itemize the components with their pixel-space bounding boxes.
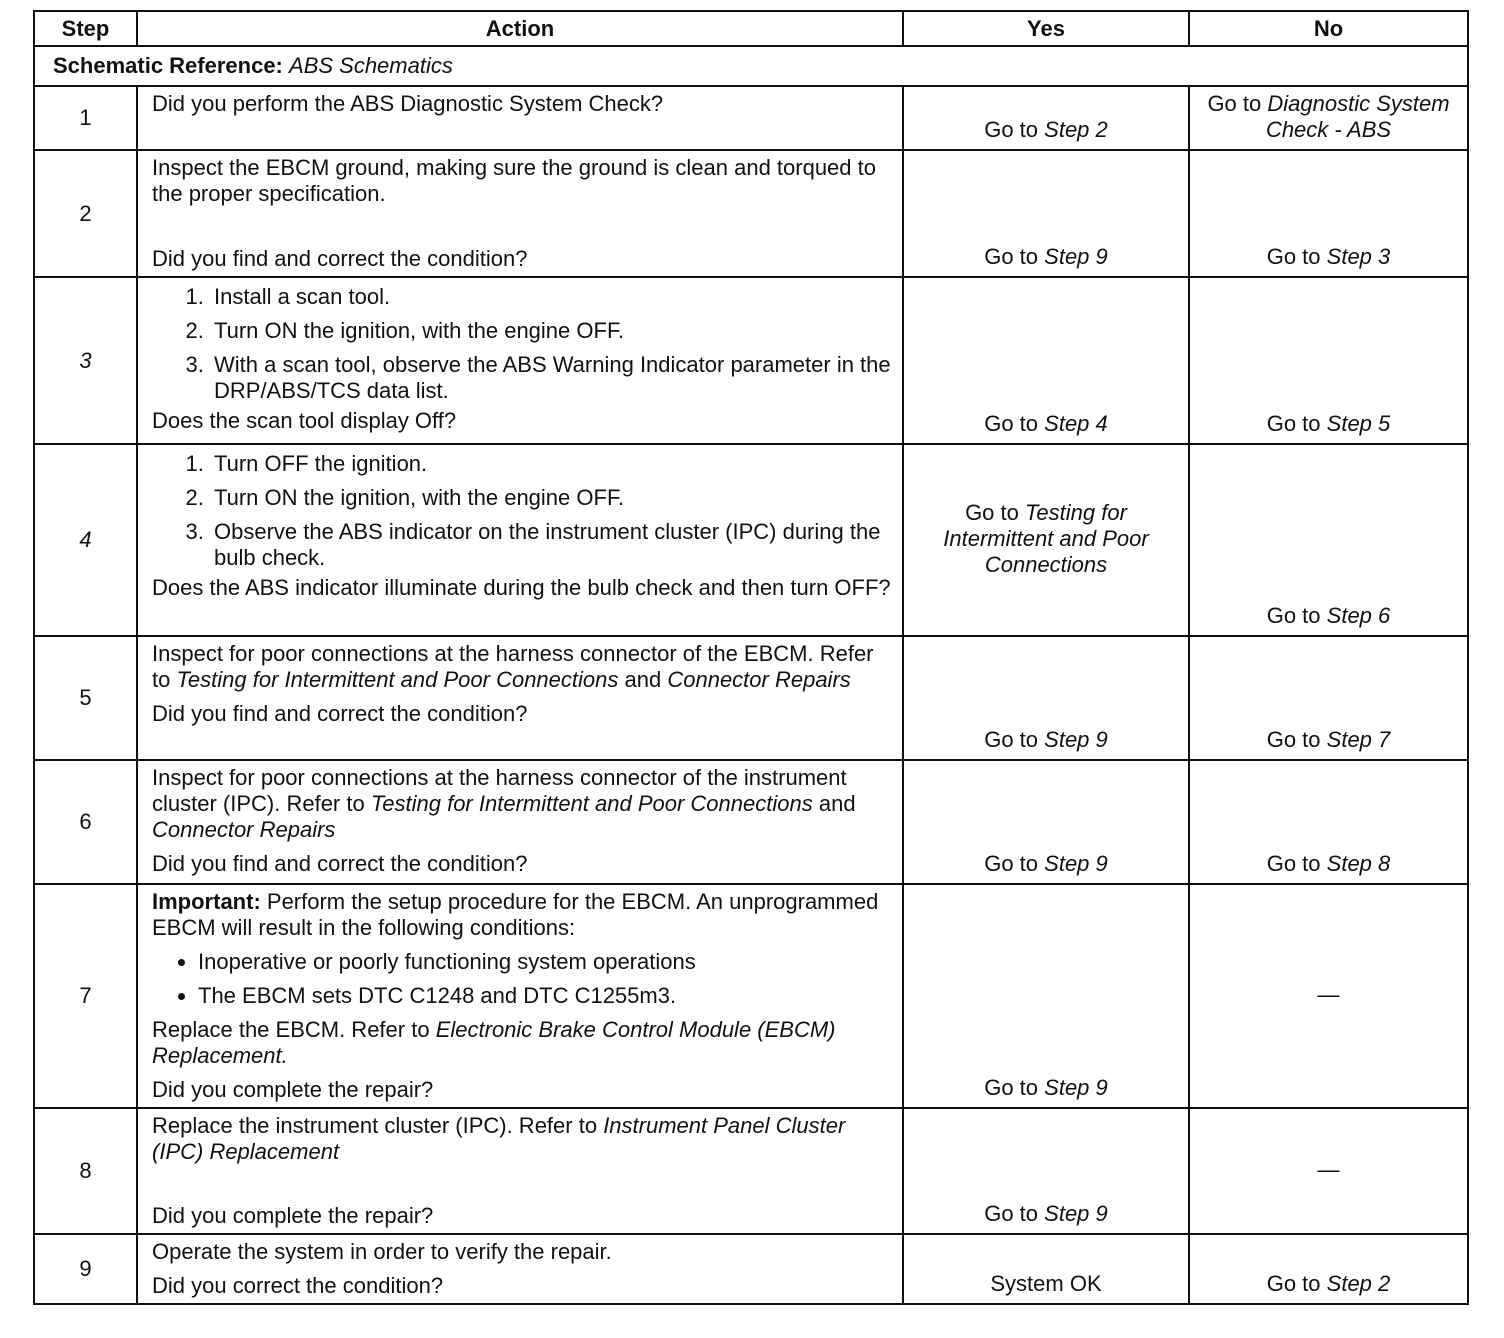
list-item: 2. Turn ON the ignition, with the engine OFF. bbox=[210, 485, 892, 511]
testing-intermittent-link[interactable]: Testing for Intermittent and Poor Connections bbox=[370, 791, 813, 816]
list-item: • Inoperative or poorly functioning system operations bbox=[198, 949, 892, 975]
goto-prefix: Go to bbox=[984, 1075, 1039, 1100]
step-link[interactable]: Step 9 bbox=[1044, 1201, 1108, 1226]
connector-repairs-link[interactable]: Connector Repairs bbox=[152, 817, 336, 842]
step-link[interactable]: Step 9 bbox=[1044, 851, 1108, 876]
instruction-text: Inspect the EBCM ground, making sure the ground is clean and torqued to the proper specification. bbox=[152, 155, 876, 206]
header-step: Step bbox=[34, 11, 137, 46]
list-item: 1. Turn OFF the ignition. bbox=[210, 451, 892, 477]
list-item: 3. Observe the ABS indicator on the instrument cluster (IPC) during the bulb check. bbox=[210, 519, 892, 571]
procedure-list bbox=[152, 284, 892, 404]
instruction-body: Replace the instrument cluster (IPC). Refer to bbox=[152, 1113, 598, 1138]
diagnostic-system-check-link[interactable]: Diagnostic System Check - ABS bbox=[1265, 91, 1450, 142]
diagnostic-table bbox=[33, 10, 1469, 1305]
list-item: • The EBCM sets DTC C1248 and DTC C1255m3. bbox=[198, 983, 892, 1009]
ebcm-replacement-link[interactable]: Electronic Brake Control Module (EBCM) Replacement. bbox=[152, 1017, 836, 1068]
yes-cell bbox=[903, 1234, 1189, 1304]
no-cell bbox=[1189, 636, 1468, 760]
step-link[interactable]: Step 2 bbox=[1044, 117, 1108, 142]
step-link[interactable]: Step 9 bbox=[1044, 1075, 1108, 1100]
step-number: 6 bbox=[34, 760, 137, 884]
conjunction: and bbox=[818, 791, 856, 816]
yes-cell bbox=[903, 277, 1189, 444]
step-link[interactable]: Step 4 bbox=[1044, 411, 1108, 436]
table-row bbox=[34, 444, 1468, 636]
instruction-body: Inspect for poor connections at the harness connector of the instrument cluster (IPC). Refer to bbox=[152, 765, 847, 816]
no-cell bbox=[1189, 277, 1468, 444]
conjunction: and bbox=[624, 667, 662, 692]
schematic-reference bbox=[34, 46, 1468, 86]
step-link[interactable]: Step 9 bbox=[1044, 244, 1108, 269]
yes-cell bbox=[903, 636, 1189, 760]
yes-cell bbox=[903, 760, 1189, 884]
system-ok-text: System OK bbox=[990, 1271, 1102, 1296]
table-row bbox=[34, 1234, 1468, 1304]
yes-cell bbox=[903, 150, 1189, 277]
goto-prefix: Go to bbox=[984, 851, 1039, 876]
instruction-body: Inspect for poor connections at the harness connector of the EBCM. Refer to bbox=[152, 641, 874, 692]
yes-cell bbox=[903, 884, 1189, 1108]
table-row bbox=[34, 760, 1468, 884]
ipc-replacement-link[interactable]: Instrument Panel Cluster (IPC) Replacement bbox=[152, 1113, 846, 1164]
no-cell bbox=[1189, 86, 1468, 150]
step-number bbox=[34, 444, 137, 636]
instruction-text bbox=[152, 641, 892, 693]
table-row bbox=[34, 277, 1468, 444]
action-cell bbox=[137, 86, 903, 150]
step-number: 5 bbox=[34, 636, 137, 760]
question-text: Did you find and correct the condition? bbox=[152, 246, 528, 271]
table-row bbox=[34, 1108, 1468, 1234]
table-row bbox=[34, 884, 1468, 1108]
goto-prefix: Go to bbox=[1266, 727, 1321, 752]
action-cell bbox=[137, 884, 903, 1108]
connector-repairs-link[interactable]: Connector Repairs bbox=[667, 667, 851, 692]
step-number: 7 bbox=[34, 884, 137, 1108]
goto-prefix: Go to bbox=[1266, 1271, 1321, 1296]
step-link[interactable]: Step 6 bbox=[1326, 603, 1391, 628]
important-note bbox=[152, 889, 892, 941]
step-link[interactable]: Step 2 bbox=[1326, 1271, 1391, 1296]
list-item: 3. With a scan tool, observe the ABS Warning Indicator parameter in the DRP/ABS/TCS data list. bbox=[210, 352, 892, 404]
goto-prefix: Go to bbox=[1266, 603, 1321, 628]
step-number: 2 bbox=[34, 150, 137, 277]
question-text: Does the ABS indicator illuminate during the bulb check and then turn OFF? bbox=[152, 575, 891, 600]
not-applicable-dash: — bbox=[1317, 982, 1340, 1007]
goto-prefix: Go to bbox=[984, 117, 1039, 142]
step-number: 9 bbox=[34, 1234, 137, 1304]
goto-prefix: Go to bbox=[1266, 411, 1321, 436]
schematic-reference-label: Schematic Reference: bbox=[53, 53, 283, 78]
testing-intermittent-link[interactable]: Testing for Intermittent and Poor Connections bbox=[943, 500, 1149, 577]
header-no: No bbox=[1189, 11, 1468, 46]
action-cell bbox=[137, 150, 903, 277]
conditions-list bbox=[152, 949, 892, 1009]
procedure-list bbox=[152, 451, 892, 571]
instruction-text bbox=[152, 1113, 892, 1165]
step-number: 8 bbox=[34, 1108, 137, 1234]
instruction-text bbox=[152, 765, 892, 843]
no-cell bbox=[1189, 444, 1468, 636]
instruction-body: Replace the EBCM. Refer to bbox=[152, 1017, 430, 1042]
instruction-text: Operate the system in order to verify the repair. bbox=[152, 1239, 612, 1264]
no-cell bbox=[1189, 1234, 1468, 1304]
action-cell bbox=[137, 760, 903, 884]
goto-prefix: Go to bbox=[1207, 91, 1262, 116]
question-text: Did you perform the ABS Diagnostic System Check? bbox=[152, 91, 664, 116]
yes-cell bbox=[903, 86, 1189, 150]
no-cell bbox=[1189, 884, 1468, 1108]
step-number bbox=[34, 277, 137, 444]
question-text: Did you find and correct the condition? bbox=[152, 701, 528, 726]
step-link[interactable]: Step 7 bbox=[1326, 727, 1391, 752]
action-cell bbox=[137, 277, 903, 444]
action-cell bbox=[137, 1108, 903, 1234]
instruction-text bbox=[152, 1017, 892, 1069]
step-link[interactable]: Step 3 bbox=[1326, 244, 1391, 269]
question-text: Did you find and correct the condition? bbox=[152, 851, 528, 876]
question-text: Did you complete the repair? bbox=[152, 1077, 434, 1102]
important-label: Important: bbox=[152, 889, 261, 914]
table-row bbox=[34, 636, 1468, 760]
schematic-reference-row bbox=[34, 46, 1468, 86]
table-row bbox=[34, 150, 1468, 277]
header-action: Action bbox=[137, 11, 903, 46]
goto-prefix: Go to bbox=[984, 1201, 1039, 1226]
step-number: 1 bbox=[34, 86, 137, 150]
no-cell bbox=[1189, 150, 1468, 277]
action-cell bbox=[137, 1234, 903, 1304]
no-cell bbox=[1189, 1108, 1468, 1234]
step-link[interactable]: Step 9 bbox=[1044, 727, 1108, 752]
goto-prefix: Go to bbox=[965, 500, 1019, 525]
yes-cell bbox=[903, 444, 1189, 636]
goto-prefix: Go to bbox=[984, 411, 1039, 436]
no-cell bbox=[1189, 760, 1468, 884]
step-link[interactable]: Step 8 bbox=[1326, 851, 1391, 876]
table-row bbox=[34, 86, 1468, 150]
action-cell bbox=[137, 636, 903, 760]
question-text: Did you correct the condition? bbox=[152, 1273, 444, 1298]
question-text: Did you complete the repair? bbox=[152, 1203, 434, 1228]
header-row bbox=[34, 11, 1468, 46]
question-text: Does the scan tool display Off? bbox=[152, 408, 457, 433]
goto-prefix: Go to bbox=[1266, 851, 1321, 876]
yes-cell bbox=[903, 1108, 1189, 1234]
goto-prefix: Go to bbox=[984, 244, 1039, 269]
schematic-reference-link[interactable]: ABS Schematics bbox=[289, 53, 453, 78]
header-yes: Yes bbox=[903, 11, 1189, 46]
action-cell bbox=[137, 444, 903, 636]
goto-prefix: Go to bbox=[984, 727, 1039, 752]
testing-intermittent-link[interactable]: Testing for Intermittent and Poor Connections bbox=[176, 667, 619, 692]
not-applicable-dash: — bbox=[1317, 1157, 1340, 1182]
important-text: Perform the setup procedure for the EBCM. An unprogrammed EBCM will result in the following conditions: bbox=[152, 889, 879, 940]
step-number-text: 4 bbox=[79, 527, 92, 552]
list-item: 1. Install a scan tool. bbox=[210, 284, 892, 310]
list-item: 2. Turn ON the ignition, with the engine OFF. bbox=[210, 318, 892, 344]
step-number-text: 3 bbox=[79, 347, 92, 373]
step-link[interactable]: Step 5 bbox=[1326, 411, 1391, 436]
goto-prefix: Go to bbox=[1266, 244, 1321, 269]
